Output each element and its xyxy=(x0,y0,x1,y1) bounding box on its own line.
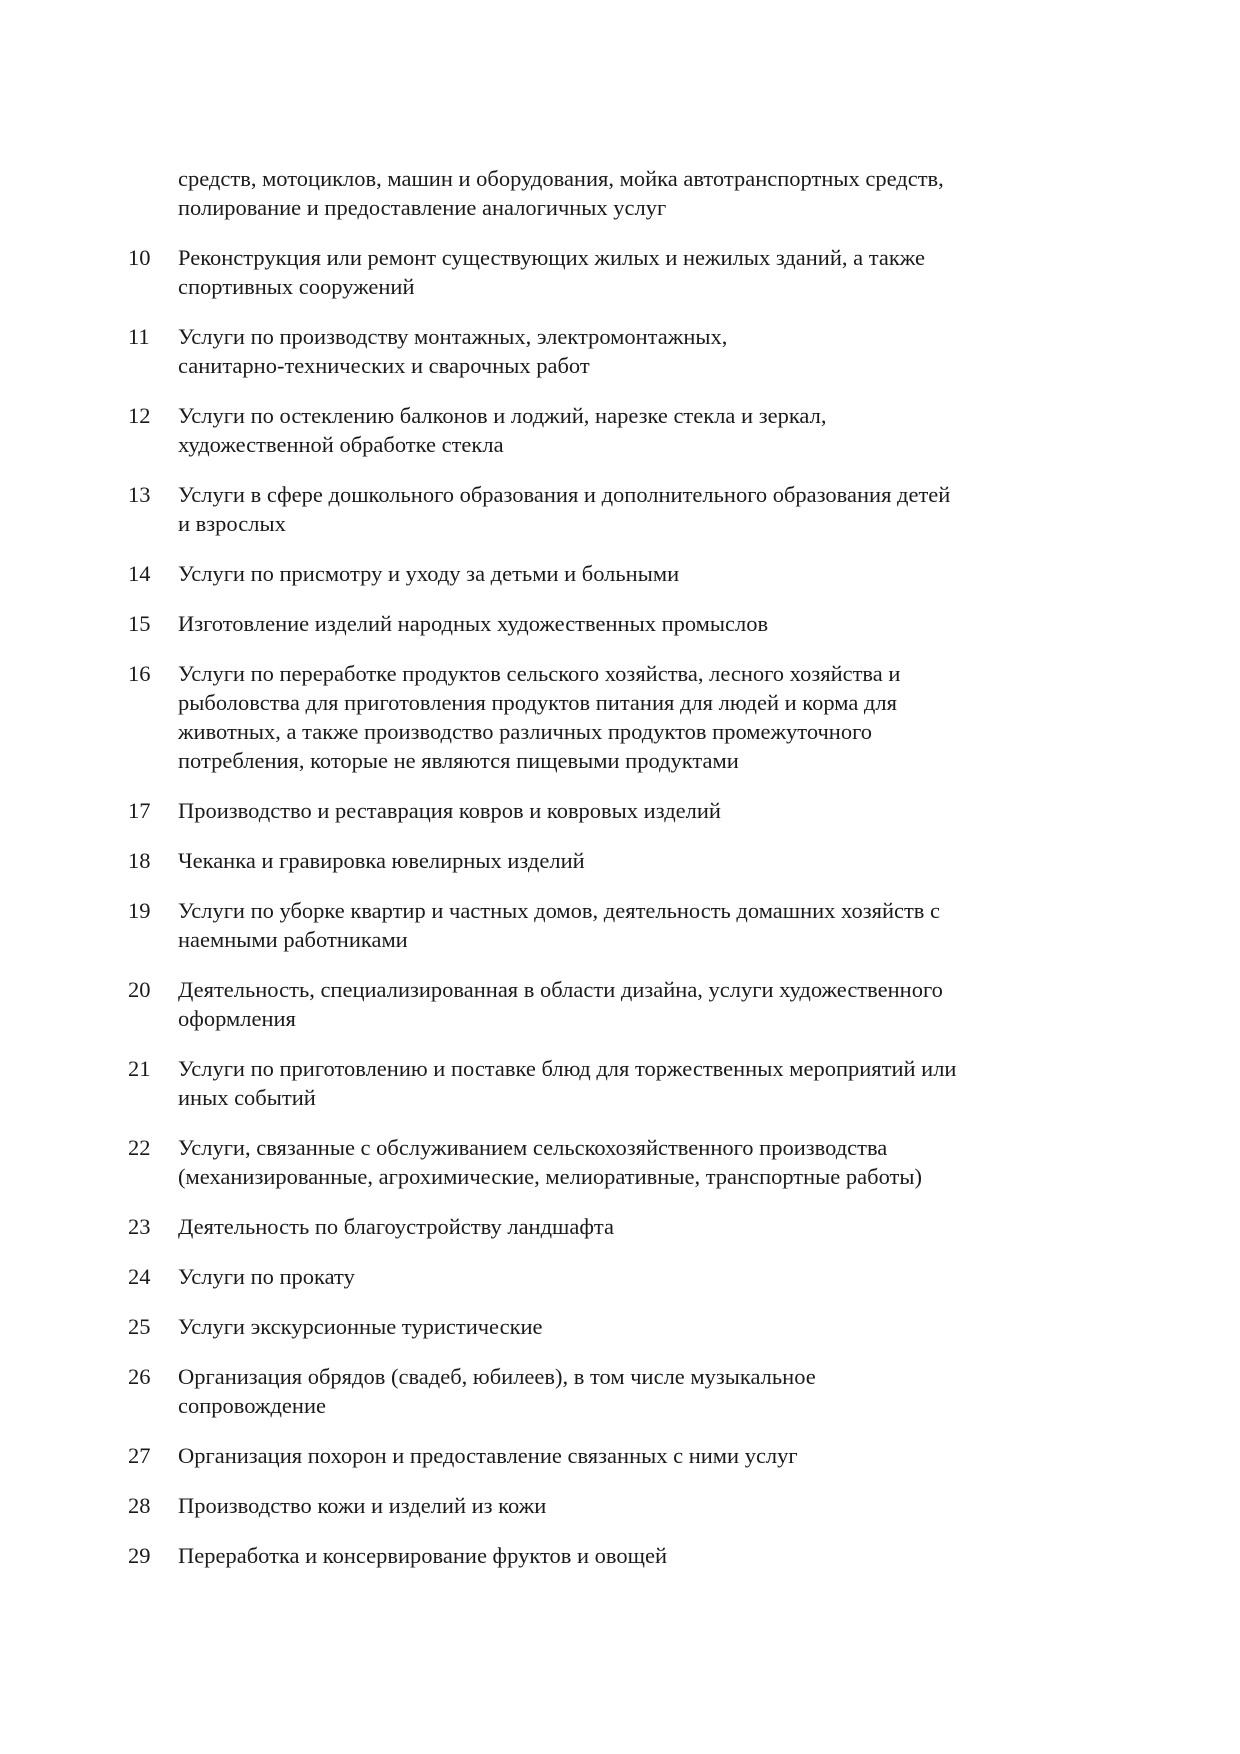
item-text-line: наемными работниками xyxy=(178,927,408,952)
item-text-line: Производство кожи и изделий из кожи xyxy=(178,1493,547,1518)
item-text-line: Услуги, связанные с обслуживанием сельскохозяйственного производства xyxy=(178,1135,888,1160)
item-number: 12 xyxy=(128,403,151,428)
item-text-line: Услуги экскурсионные туристические xyxy=(178,1314,543,1339)
item-text xyxy=(178,796,1078,825)
item-text-line: Услуги по переработке продуктов сельского хозяйства, лесного хозяйства и xyxy=(178,661,901,686)
item-text xyxy=(178,1312,1078,1341)
item-number: 23 xyxy=(128,1214,151,1239)
item-text-line: иных событий xyxy=(178,1085,316,1110)
item-number: 28 xyxy=(128,1493,151,1518)
item-text-line: потребления, которые не являются пищевыми продуктами xyxy=(178,748,739,773)
item-text-line: Услуги в сфере дошкольного образования и дополнительного образования детей xyxy=(178,482,951,507)
item-text xyxy=(178,1212,1078,1241)
item-number: 26 xyxy=(128,1364,151,1389)
item-text xyxy=(178,1441,1078,1470)
item-number: 17 xyxy=(128,798,151,823)
item-text-line: Реконструкция или ремонт существующих жилых и нежилых зданий, а также xyxy=(178,245,925,270)
item-number: 13 xyxy=(128,482,151,507)
item-text xyxy=(178,1362,1078,1420)
item-text xyxy=(178,975,1078,1033)
continuation-line: средств, мотоциклов, машин и оборудования, мойка автотранспортных средств, xyxy=(178,166,944,191)
item-text-line: животных, а также производство различных продуктов промежуточного xyxy=(178,719,873,744)
item-text-line: Услуги по приготовлению и поставке блюд для торжественных мероприятий или xyxy=(178,1056,957,1081)
item-text-line: спортивных сооружений xyxy=(178,274,415,299)
item-text xyxy=(178,1133,1078,1191)
item-text xyxy=(178,480,1078,538)
item-number: 16 xyxy=(128,661,151,686)
item-text xyxy=(178,609,1078,638)
item-text-line: оформления xyxy=(178,1006,296,1031)
item-number: 14 xyxy=(128,561,151,586)
item-text-line: сопровождение xyxy=(178,1393,326,1418)
item-text-line: и взрослых xyxy=(178,511,286,536)
item-number: 25 xyxy=(128,1314,151,1339)
item-text-line: художественной обработке стекла xyxy=(178,432,504,457)
item-number: 18 xyxy=(128,848,151,873)
item-text xyxy=(178,896,1078,954)
item-text xyxy=(178,1054,1078,1112)
item-text-line: (механизированные, агрохимические, мелиоративные, транспортные работы) xyxy=(178,1164,922,1189)
item-text-line: Услуги по прокату xyxy=(178,1264,355,1289)
item-text xyxy=(178,401,1078,459)
item-text xyxy=(178,322,1078,380)
item-number: 24 xyxy=(128,1264,151,1289)
item-text-line: санитарно-технических и сварочных работ xyxy=(178,353,590,378)
item-text xyxy=(178,846,1078,875)
item-text-line: Деятельность, специализированная в области дизайна, услуги художественного xyxy=(178,977,943,1002)
item-number: 29 xyxy=(128,1543,151,1568)
item-number: 11 xyxy=(128,324,150,349)
item-text-line: Услуги по производству монтажных, электромонтажных, xyxy=(178,324,728,349)
item-text-line: Организация похорон и предоставление связанных с ними услуг xyxy=(178,1443,798,1468)
item-text-line: Переработка и консервирование фруктов и овощей xyxy=(178,1543,668,1568)
continuation-line: полирование и предоставление аналогичных услуг xyxy=(178,195,667,220)
item-number: 21 xyxy=(128,1056,151,1081)
item-text-line: Услуги по уборке квартир и частных домов, деятельность домашних хозяйств с xyxy=(178,898,941,923)
continuation-text xyxy=(178,164,1078,222)
item-number: 10 xyxy=(128,245,151,270)
item-number: 20 xyxy=(128,977,151,1002)
item-text xyxy=(178,1541,1078,1570)
item-number: 15 xyxy=(128,611,151,636)
item-number: 22 xyxy=(128,1135,151,1160)
item-text xyxy=(178,243,1078,301)
item-text xyxy=(178,1262,1078,1291)
item-text xyxy=(178,659,1078,775)
item-text-line: Изготовление изделий народных художественных промыслов xyxy=(178,611,769,636)
item-number: 19 xyxy=(128,898,151,923)
item-text xyxy=(178,1491,1078,1520)
item-text-line: Чеканка и гравировка ювелирных изделий xyxy=(178,848,585,873)
item-text-line: Производство и реставрация ковров и ковровых изделий xyxy=(178,798,721,823)
item-text-line: Услуги по присмотру и уходу за детьми и больными xyxy=(178,561,680,586)
item-text-line: Деятельность по благоустройству ландшафта xyxy=(178,1214,615,1239)
item-text-line: рыболовства для приготовления продуктов питания для людей и корма для xyxy=(178,690,897,715)
item-number: 27 xyxy=(128,1443,151,1468)
item-text-line: Услуги по остеклению балконов и лоджий, нарезке стекла и зеркал, xyxy=(178,403,827,428)
item-text-line: Организация обрядов (свадеб, юбилеев), в том числе музыкальное xyxy=(178,1364,816,1389)
item-text xyxy=(178,559,1078,588)
